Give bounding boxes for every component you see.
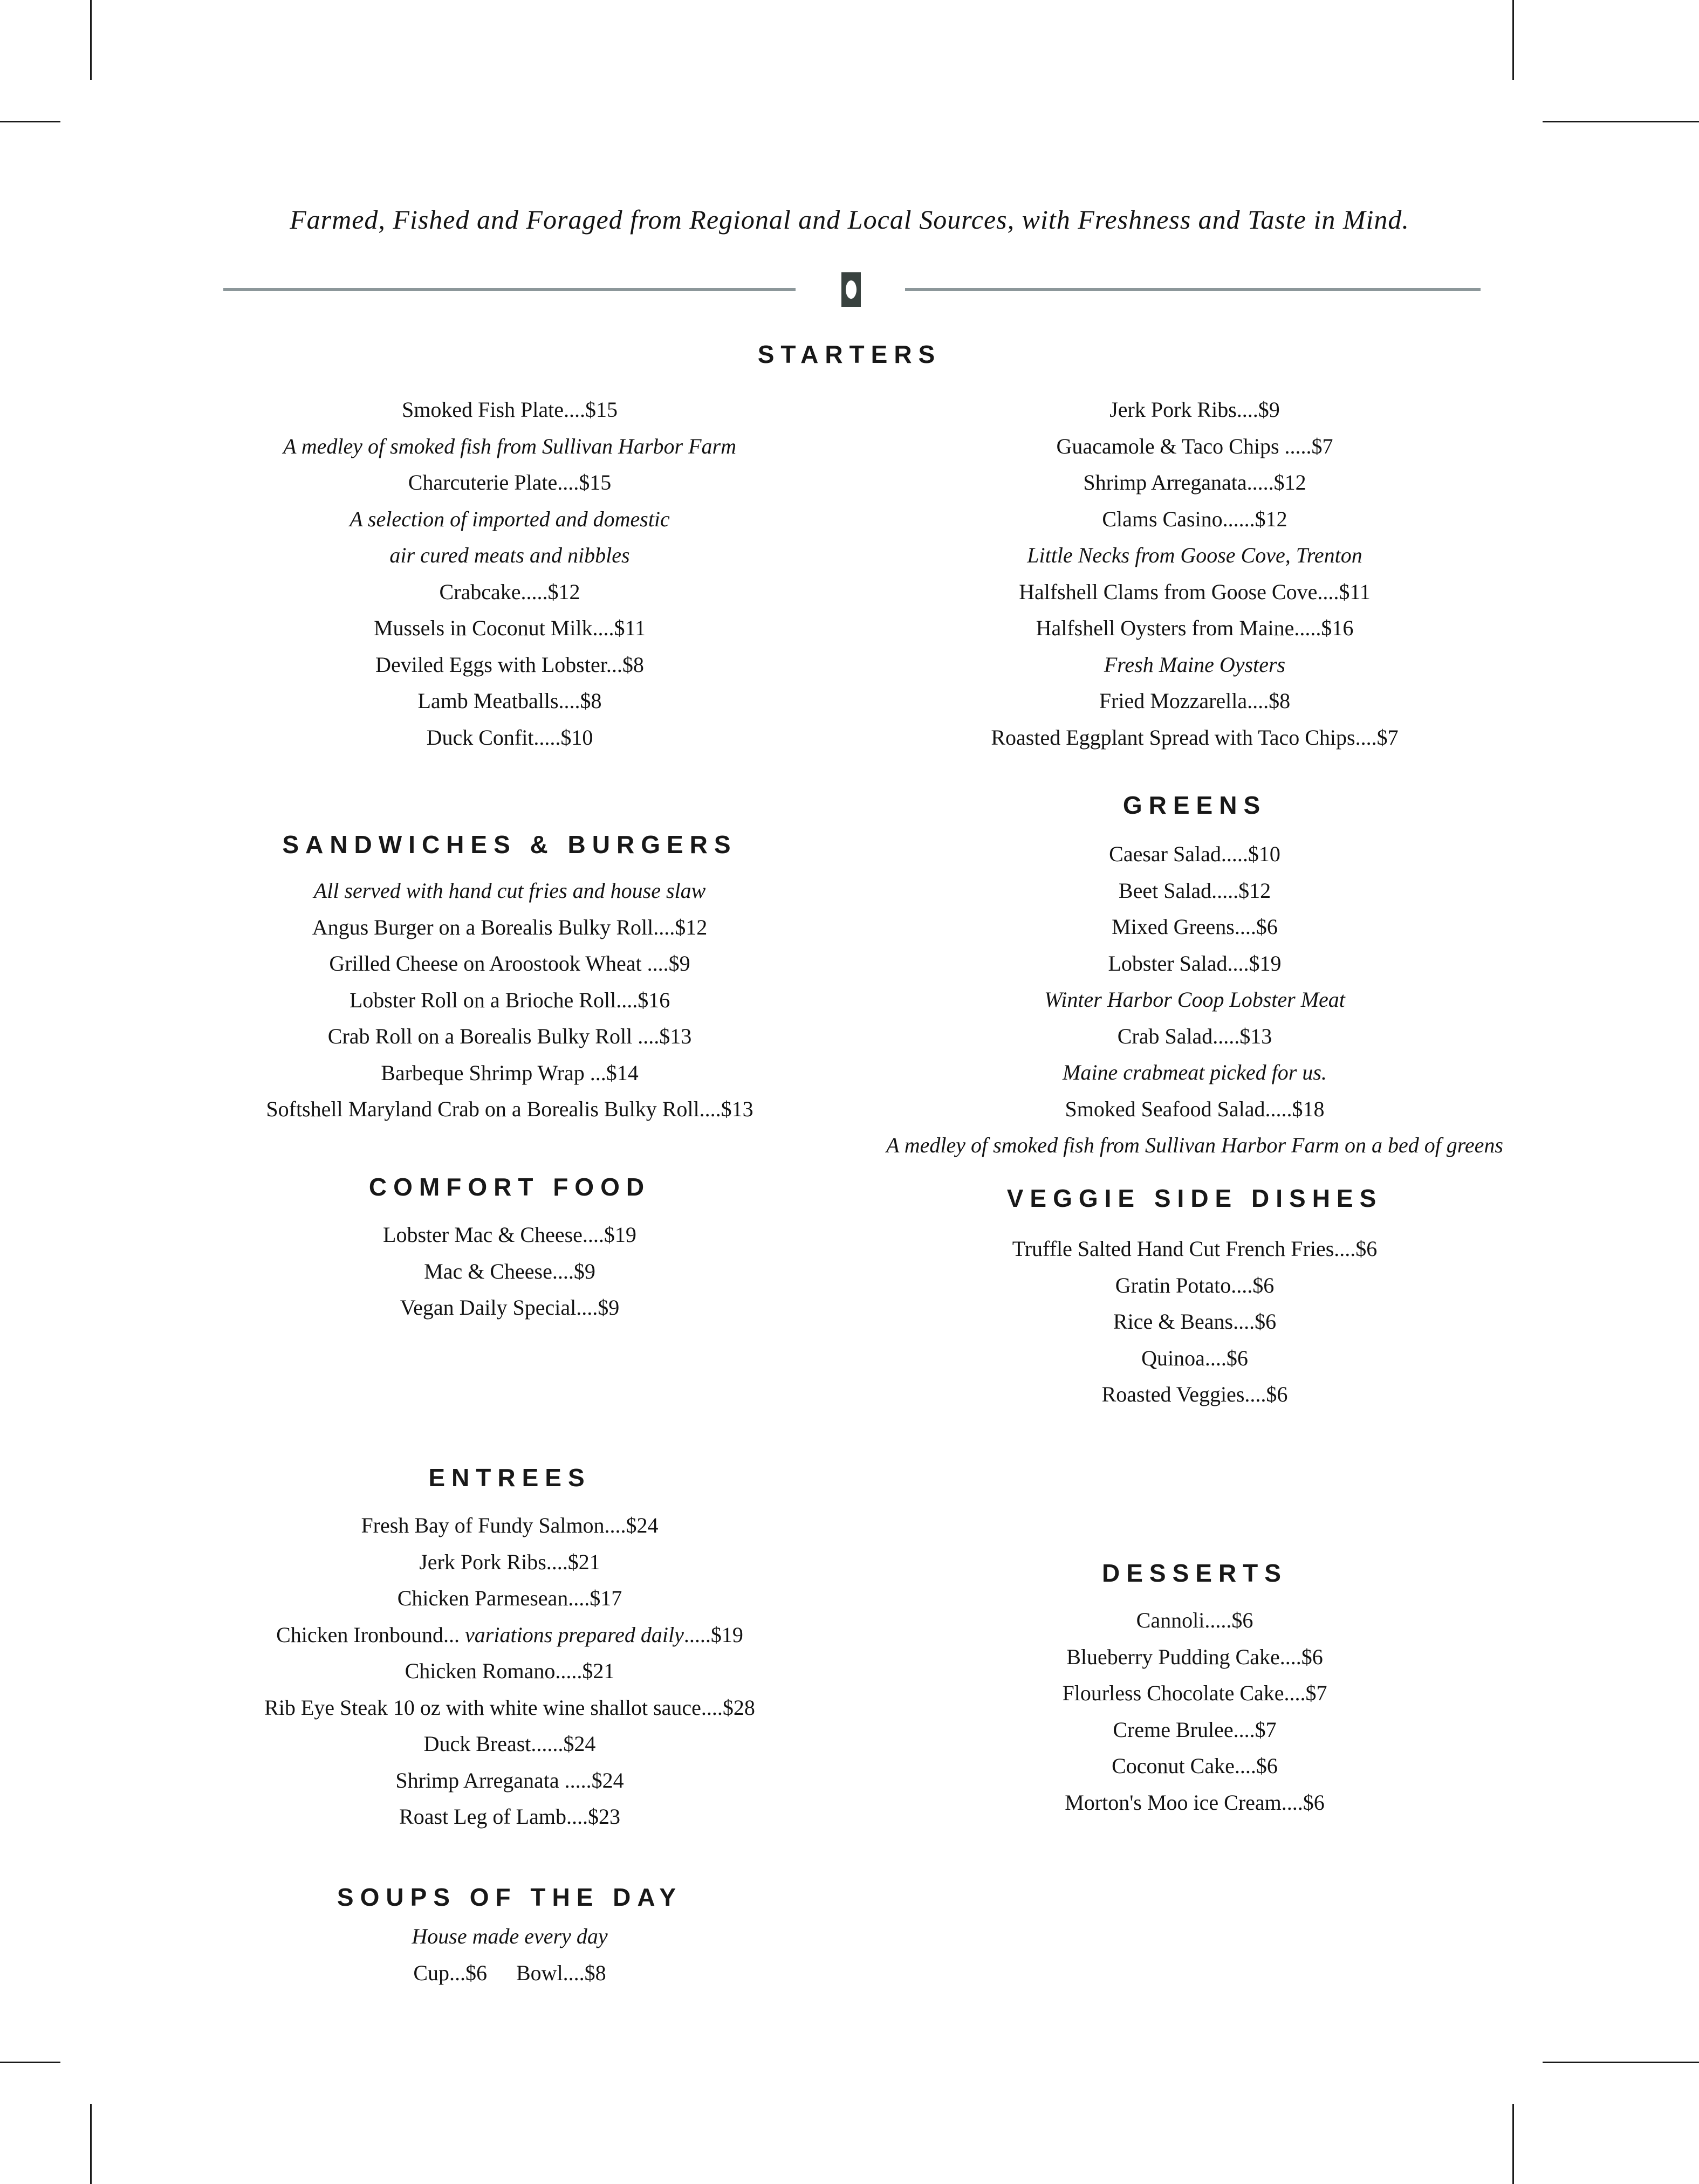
menu-item: Jerk Pork Ribs....$9 bbox=[1109, 397, 1280, 422]
menu-item: Shrimp Arreganata .....$24 bbox=[395, 1768, 624, 1792]
menu-item: Halfshell Oysters from Maine.....$16 bbox=[1036, 616, 1354, 640]
menu-item: Guacamole & Taco Chips .....$7 bbox=[1056, 434, 1333, 458]
menu-item: Fresh Bay of Fundy Salmon....$24 bbox=[361, 1513, 659, 1537]
menu-item-description: A selection of imported and domestic bbox=[350, 506, 670, 531]
starters-left-list bbox=[81, 392, 938, 756]
menu-item: Mac & Cheese....$9 bbox=[424, 1259, 595, 1283]
comfort-food-list bbox=[81, 1217, 938, 1326]
menu-item: Lobster Mac & Cheese....$19 bbox=[383, 1223, 636, 1247]
greens-list bbox=[871, 836, 1518, 1164]
crop-mark bbox=[1512, 2104, 1514, 2184]
crop-mark bbox=[1543, 121, 1699, 122]
section-title-veggie-sides: VEGGIE SIDE DISHES bbox=[1006, 1184, 1383, 1212]
menu-item: Deviled Eggs with Lobster...$8 bbox=[375, 652, 644, 677]
menu-item-description: Maine crabmeat picked for us. bbox=[1063, 1060, 1327, 1084]
entrees-list bbox=[81, 1507, 938, 1835]
menu-item bbox=[81, 1955, 938, 1991]
soup-bowl-price: Bowl....$8 bbox=[516, 1960, 606, 1985]
crop-mark bbox=[1543, 2062, 1699, 2063]
veggie-sides-list bbox=[871, 1231, 1518, 1413]
menu-item: Jerk Pork Ribs....$21 bbox=[419, 1549, 600, 1574]
menu-item: Grilled Cheese on Aroostook Wheat ....$9 bbox=[329, 951, 690, 976]
divider-line bbox=[223, 288, 796, 291]
crop-mark bbox=[90, 2104, 92, 2184]
menu-item: Angus Burger on a Borealis Bulky Roll....$12 bbox=[312, 915, 708, 939]
menu-item: Smoked Seafood Salad.....$18 bbox=[1065, 1096, 1325, 1121]
section-title-desserts: DESSERTS bbox=[1102, 1559, 1287, 1587]
menu-item: Crabcake.....$12 bbox=[439, 579, 580, 604]
menu-item-description: air cured meats and nibbles bbox=[389, 543, 630, 567]
menu-item-description: A medley of smoked fish from Sullivan Harbor Farm on a bed of greens bbox=[886, 1133, 1503, 1157]
menu-item-price: .....$19 bbox=[683, 1622, 743, 1647]
ornament-dot bbox=[846, 280, 857, 299]
menu-item: Fried Mozzarella....$8 bbox=[1099, 689, 1291, 713]
menu-item: Lobster Salad....$19 bbox=[1108, 951, 1282, 976]
menu-item-description: Fresh Maine Oysters bbox=[1104, 652, 1286, 677]
section-title-sandwiches: SANDWICHES & BURGERS bbox=[282, 830, 737, 859]
soups-list bbox=[81, 1918, 938, 1991]
menu-item: Crab Roll on a Borealis Bulky Roll ....$13 bbox=[327, 1024, 692, 1048]
menu-item-description: variations prepared daily bbox=[465, 1622, 684, 1647]
sandwiches-list bbox=[81, 873, 938, 1128]
menu-item: Lamb Meatballs....$8 bbox=[417, 689, 602, 713]
menu-item: Barbeque Shrimp Wrap ...$14 bbox=[381, 1060, 639, 1085]
menu-item: Mussels in Coconut Milk....$11 bbox=[373, 616, 646, 640]
menu-item: Creme Brulee....$7 bbox=[1113, 1717, 1277, 1742]
menu-item bbox=[81, 1617, 938, 1653]
menu-item-description: A medley of smoked fish from Sullivan Harbor Farm bbox=[283, 434, 736, 458]
menu-item: Gratin Potato....$6 bbox=[1115, 1273, 1275, 1297]
menu-item: Softshell Maryland Crab on a Borealis Bulky Roll....$13 bbox=[266, 1097, 753, 1121]
menu-item-text: Chicken Ironbound... bbox=[276, 1622, 465, 1647]
menu-item: Flourless Chocolate Cake....$7 bbox=[1062, 1681, 1327, 1705]
menu-item: Crab Salad.....$13 bbox=[1117, 1024, 1272, 1048]
menu-item: Caesar Salad.....$10 bbox=[1109, 842, 1280, 866]
section-title-comfort-food: COMFORT FOOD bbox=[368, 1173, 651, 1201]
menu-item-description: House made every day bbox=[412, 1924, 608, 1948]
menu-item: Shrimp Arreganata.....$12 bbox=[1083, 470, 1306, 495]
menu-item: Roasted Veggies....$6 bbox=[1101, 1382, 1288, 1406]
menu-item: Blueberry Pudding Cake....$6 bbox=[1066, 1644, 1323, 1669]
menu-item: Truffle Salted Hand Cut French Fries....$6 bbox=[1012, 1237, 1378, 1261]
menu-item: Halfshell Clams from Goose Cove....$11 bbox=[1019, 579, 1371, 604]
section-title-soups: SOUPS OF THE DAY bbox=[337, 1883, 683, 1911]
menu-item-description: All served with hand cut fries and house slaw bbox=[313, 878, 706, 903]
menu-item: Chicken Parmesean....$17 bbox=[397, 1586, 622, 1610]
menu-item: Smoked Fish Plate....$15 bbox=[401, 397, 618, 422]
menu-item: Charcuterie Plate....$15 bbox=[408, 470, 612, 495]
menu-item: Roast Leg of Lamb....$23 bbox=[399, 1804, 620, 1829]
divider-ornament bbox=[841, 272, 861, 307]
menu-item-description: Little Necks from Goose Cove, Trenton bbox=[1027, 543, 1362, 567]
menu-item: Quinoa....$6 bbox=[1141, 1345, 1248, 1370]
menu-item: Lobster Roll on a Brioche Roll....$16 bbox=[349, 987, 670, 1012]
soup-cup-price: Cup...$6 bbox=[413, 1960, 487, 1985]
menu-item: Coconut Cake....$6 bbox=[1112, 1754, 1278, 1778]
menu-item: Rice & Beans....$6 bbox=[1113, 1309, 1277, 1334]
menu-item-description: Winter Harbor Coop Lobster Meat bbox=[1044, 987, 1345, 1012]
crop-mark bbox=[0, 2062, 60, 2063]
menu-item: Duck Confit.....$10 bbox=[426, 725, 593, 750]
divider-line bbox=[905, 288, 1481, 291]
crop-mark bbox=[1512, 0, 1514, 80]
menu-item: Beet Salad.....$12 bbox=[1118, 878, 1271, 903]
crop-mark bbox=[0, 121, 60, 122]
section-title-greens: GREENS bbox=[1122, 791, 1267, 819]
menu-item: Vegan Daily Special....$9 bbox=[400, 1295, 620, 1320]
menu-item: Duck Breast......$24 bbox=[423, 1732, 596, 1756]
section-title-entrees: ENTREES bbox=[428, 1464, 591, 1492]
crop-mark bbox=[90, 0, 92, 80]
menu-item: Roasted Eggplant Spread with Taco Chips....$7 bbox=[991, 725, 1399, 750]
section-title-starters: STARTERS bbox=[757, 340, 942, 368]
menu-item: Rib Eye Steak 10 oz with white wine shallot sauce....$28 bbox=[264, 1695, 755, 1720]
tagline: Farmed, Fished and Foraged from Regional and Local Sources, with Freshness and Taste in Mind. bbox=[290, 204, 1409, 235]
menu-item: Chicken Romano.....$21 bbox=[405, 1659, 615, 1683]
desserts-list bbox=[871, 1602, 1518, 1821]
menu-item: Clams Casino......$12 bbox=[1102, 506, 1287, 531]
menu-item: Morton's Moo ice Cream....$6 bbox=[1065, 1790, 1325, 1815]
menu-item: Mixed Greens....$6 bbox=[1112, 915, 1278, 939]
starters-right-list bbox=[871, 392, 1518, 756]
menu-item: Cannoli.....$6 bbox=[1136, 1608, 1253, 1632]
